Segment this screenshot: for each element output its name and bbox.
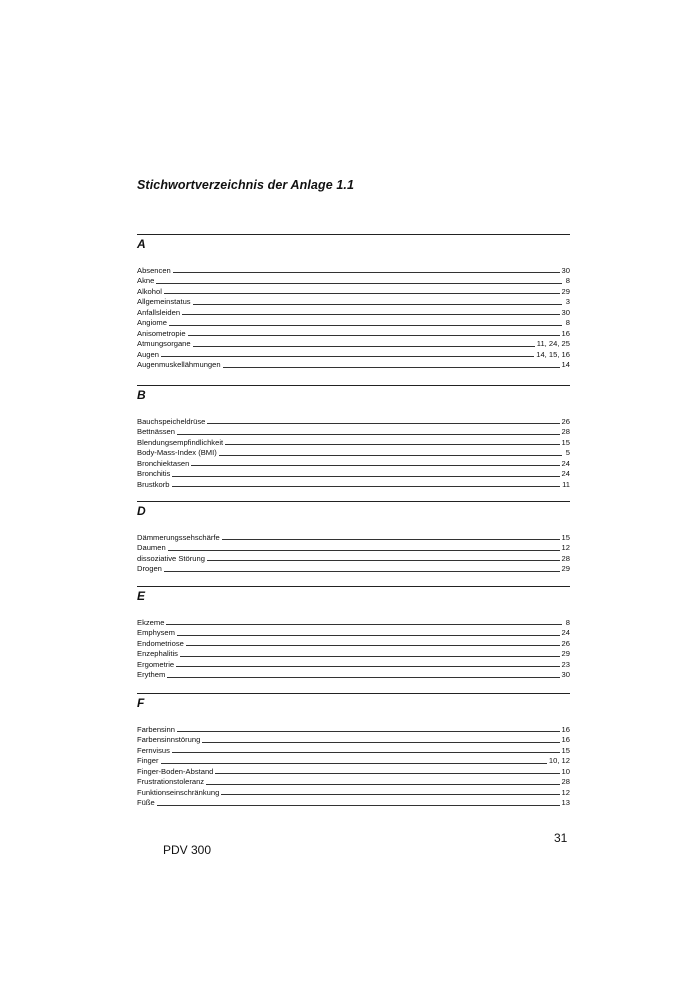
entry-term: Emphysem [137,628,175,637]
index-entry [137,318,570,329]
leader-line [157,804,560,806]
index-entry [137,297,570,308]
leader-line [207,422,559,424]
entry-pages: 24 [561,458,570,468]
entry-term: Funktionseinschränkung [137,787,220,797]
leader-line [193,303,562,305]
entry-term: Bettnässen [137,427,175,436]
entry-term: dissoziative Störung [137,553,205,563]
entry-pages: 26 [561,638,570,648]
index-entry [137,787,570,798]
index-entry [137,745,570,756]
page-number: 31 [554,831,568,845]
entry-pages: 5 [565,448,570,457]
entry-pages: 26 [561,416,570,426]
entry-term: Finger [137,756,159,765]
entry-term: Fernvisus [137,745,170,755]
entry-pages: 12 [561,543,570,552]
section-e [137,586,570,680]
entry-term: Absencen [137,265,171,275]
leader-line [161,355,534,357]
index-entry [137,469,570,480]
entry-term: Augenmuskellähmungen [137,360,221,369]
entry-list [137,617,570,680]
leader-line [221,793,559,795]
entry-term: Akne [137,276,155,285]
entry-term: Atmungsorgane [137,339,191,348]
entry-term: Daumen [137,543,166,552]
index-entry [137,339,570,350]
index-entry [137,638,570,649]
entry-pages: 14 [561,360,570,369]
index-entry [137,724,570,735]
leader-line [167,676,559,678]
entry-list [137,265,570,370]
leader-line [225,443,559,445]
index-entry [137,458,570,469]
leader-line [182,313,559,315]
index-entry [137,416,570,427]
entry-term: Bronchiektasen [137,458,190,468]
entry-pages: 12 [561,787,570,797]
entry-pages: 14, 15, 16 [536,349,570,359]
index-entry [137,276,570,287]
leader-line [191,464,559,466]
index-entry [137,659,570,670]
index-entry [137,617,570,628]
entry-pages: 16 [561,724,570,734]
index-entry [137,360,570,371]
entry-term: Farbensinnstörung [137,735,201,744]
leader-line [164,292,560,294]
section-letter: E [137,586,570,607]
entry-pages: 8 [565,617,570,627]
entry-list [137,724,570,808]
entry-pages: 28 [561,427,570,436]
index-entry [137,735,570,746]
entry-term: Dämmerungssehschärfe [137,532,220,542]
leader-line [176,665,559,667]
index-entry [137,328,570,339]
leader-line [164,570,560,572]
leader-line [173,271,560,273]
entry-term: Drogen [137,564,162,573]
entry-pages: 24 [561,628,570,637]
entry-term: Body-Mass-Index (BMI) [137,448,217,457]
entry-pages: 16 [561,735,570,744]
leader-line [177,433,560,435]
leader-line [177,730,560,732]
index-entry [137,437,570,448]
section-letter: D [137,501,570,522]
leader-line [156,282,562,284]
index-entry [137,628,570,639]
leader-line [215,772,559,774]
entry-pages: 29 [561,564,570,573]
entry-term: Füße [137,798,155,807]
leader-line [166,623,562,625]
leader-line [206,783,559,785]
entry-pages: 11 [562,479,570,489]
section-letter: A [137,234,570,255]
entry-pages: 28 [561,777,570,786]
leader-line [169,324,562,326]
leader-line [172,475,559,477]
index-entry [137,649,570,660]
section-a [137,234,570,370]
entry-pages: 8 [565,318,570,327]
entry-pages: 23 [561,659,570,669]
entry-term: Blendungsempfindlichkeit [137,437,224,447]
entry-term: Enzephalitis [137,649,178,658]
entry-term: Augen [137,349,159,359]
entry-pages: 28 [561,553,570,563]
entry-term: Bronchitis [137,469,171,478]
entry-pages: 8 [565,276,570,285]
document-footer: PDV 300 [163,843,212,857]
entry-term: Frustrationstoleranz [137,777,205,786]
leader-line [193,345,535,347]
entry-pages: 16 [561,328,570,338]
entry-pages: 3 [565,297,570,306]
index-entry [137,564,570,575]
entry-pages: 30 [561,307,570,317]
entry-pages: 24 [561,469,570,478]
index-entry [137,427,570,438]
index-entry [137,766,570,777]
entry-pages: 11, 24, 25 [536,339,570,348]
index-entry [137,265,570,276]
entry-pages: 15 [561,437,570,447]
leader-line [207,559,560,561]
index-entry [137,670,570,681]
entry-pages: 10 [561,766,570,776]
entry-term: Anisometropie [137,328,186,338]
leader-line [219,454,562,456]
leader-line [223,366,560,368]
leader-line [177,634,560,636]
index-entry [137,479,570,490]
leader-line [202,741,559,743]
entry-pages: 10, 12 [548,756,570,765]
index-entry [137,756,570,767]
entry-pages: 15 [561,532,570,542]
index-entry [137,448,570,459]
entry-term: Alkohol [137,286,162,296]
index-entry [137,777,570,788]
entry-term: Endometriose [137,638,184,648]
entry-pages: 30 [561,265,570,275]
section-letter: B [137,385,570,406]
entry-term: Bauchspeicheldrüse [137,416,206,426]
entry-term: Angiome [137,318,167,327]
leader-line [172,751,560,753]
index-entry [137,286,570,297]
entry-pages: 15 [561,745,570,755]
entry-term: Finger-Boden-Abstand [137,766,214,776]
leader-line [222,538,560,540]
entry-term: Brustkorb [137,479,170,489]
index-entry [137,307,570,318]
index-entry [137,553,570,564]
entry-list [137,532,570,574]
entry-pages: 30 [561,670,570,679]
entry-pages: 29 [561,286,570,296]
section-b [137,385,570,490]
page-title: Stichwortverzeichnis der Anlage 1.1 [137,178,354,192]
entry-term: Farbensinn [137,724,175,734]
index-entry [137,543,570,554]
entry-term: Allgemeinstatus [137,297,191,306]
entry-pages: 13 [561,798,570,807]
leader-line [172,485,561,487]
entry-term: Anfallsleiden [137,307,181,317]
section-f [137,693,570,808]
entry-term: Ergometrie [137,659,175,669]
leader-line [188,334,560,336]
section-letter: F [137,693,570,714]
leader-line [161,762,547,764]
entry-pages: 29 [561,649,570,658]
leader-line [180,655,560,657]
index-entry [137,532,570,543]
section-d [137,501,570,574]
leader-line [186,644,560,646]
leader-line [168,549,560,551]
index-entry [137,798,570,809]
entry-term: Ekzeme [137,617,165,627]
index-entry [137,349,570,360]
entry-list [137,416,570,490]
entry-term: Erythem [137,670,166,679]
